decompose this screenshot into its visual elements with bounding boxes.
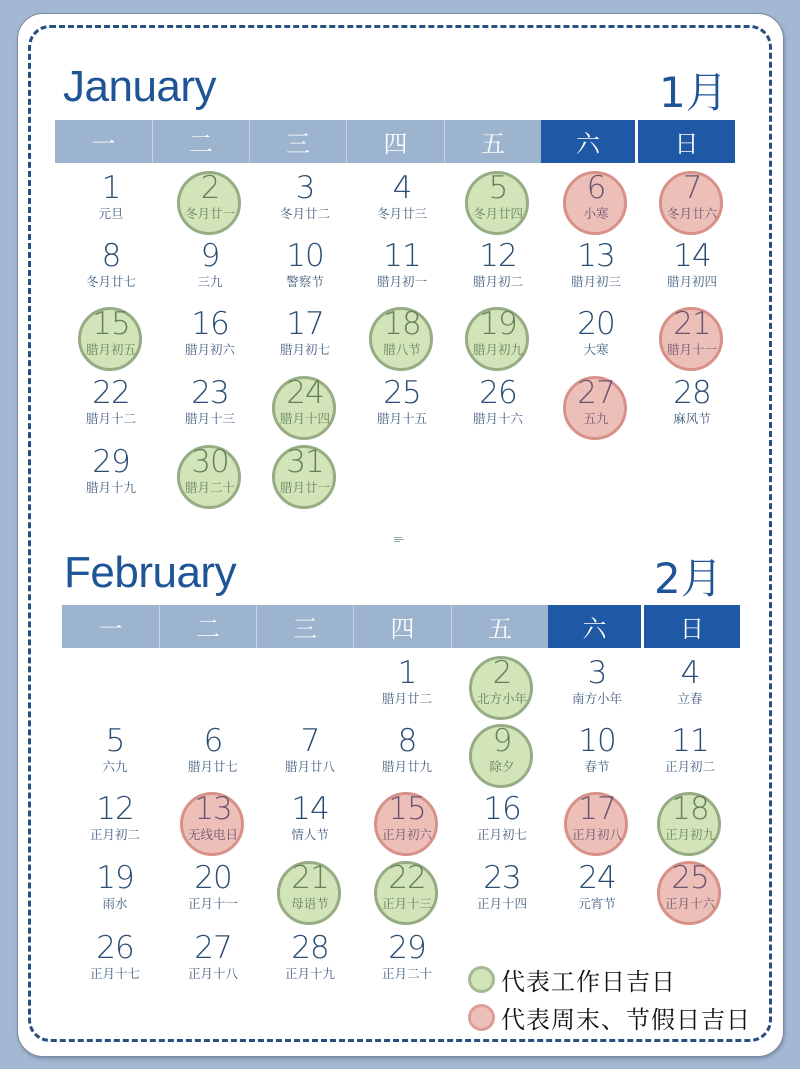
day-number: 6 [203, 723, 223, 759]
day-cell[interactable] [75, 375, 147, 443]
day-number: 24 [286, 375, 324, 411]
day-number: 10 [286, 238, 324, 274]
day-number: 21 [291, 860, 329, 896]
lunar-date: 腊月初四 [666, 274, 717, 289]
day-number: 28 [291, 930, 329, 966]
day-cell[interactable] [75, 444, 147, 512]
day-number: 25 [671, 860, 709, 896]
weekday-tue: 二 [153, 120, 250, 163]
weekday-sat: 六 [541, 120, 635, 163]
day-cell[interactable] [371, 791, 443, 859]
weekday-mon: 一 [55, 120, 153, 163]
weekday-fri: 五 [452, 605, 548, 648]
lunar-date: 正月十三 [381, 896, 432, 911]
day-cell[interactable] [654, 655, 726, 723]
day-number: 20 [194, 860, 232, 896]
lunar-date: 小寒 [583, 206, 609, 221]
lunar-date: 正月初九 [664, 827, 715, 842]
day-cell[interactable] [274, 791, 346, 859]
day-cell[interactable] [75, 306, 147, 374]
weekday-mon: 一 [62, 605, 160, 648]
lunar-date: 南方小年 [571, 691, 622, 706]
day-cell[interactable] [366, 238, 438, 306]
lunar-date: 冬月廿一 [184, 206, 235, 221]
january-weekday-header [55, 120, 735, 163]
lunar-date: 腊月初九 [472, 342, 523, 357]
weekday-sun: 日 [644, 605, 740, 648]
day-cell[interactable] [269, 170, 341, 238]
day-cell[interactable] [656, 306, 728, 374]
day-number: 16 [191, 306, 229, 342]
weekday-thu: 四 [354, 605, 452, 648]
day-cell[interactable] [561, 723, 633, 791]
lunar-date: 腊月初三 [570, 274, 621, 289]
day-cell[interactable] [177, 723, 249, 791]
day-number: 17 [578, 791, 616, 827]
day-number: 13 [194, 791, 232, 827]
day-number: 18 [671, 791, 709, 827]
weekday-sat: 六 [548, 605, 641, 648]
day-cell[interactable] [269, 375, 341, 443]
day-cell[interactable] [656, 238, 728, 306]
lunar-date: 腊月十一 [666, 342, 717, 357]
lunar-date: 正月十八 [187, 966, 238, 981]
lunar-date: 六九 [102, 759, 128, 774]
lunar-date: 五九 [583, 411, 609, 426]
day-cell[interactable] [79, 930, 151, 998]
day-number: 27 [194, 930, 232, 966]
lunar-date: 元宵节 [578, 896, 616, 911]
lunar-date: 正月初二 [664, 759, 715, 774]
day-cell[interactable] [371, 655, 443, 723]
day-number: 21 [673, 306, 711, 342]
day-cell[interactable] [462, 306, 534, 374]
day-cell[interactable] [466, 860, 538, 928]
day-cell[interactable] [466, 791, 538, 859]
lunar-date: 元旦 [98, 206, 124, 221]
lunar-date: 腊八节 [383, 342, 421, 357]
day-cell[interactable] [560, 238, 632, 306]
day-cell[interactable] [561, 791, 633, 859]
day-number: 4 [680, 655, 700, 691]
day-number: 1 [101, 170, 121, 206]
legend-workday-label: 代表工作日吉日 [501, 967, 676, 996]
weekday-sun: 日 [638, 120, 735, 163]
day-number: 23 [483, 860, 521, 896]
day-cell[interactable] [462, 170, 534, 238]
lunar-date: 立春 [677, 691, 703, 706]
lunar-date: 腊月廿八 [284, 759, 335, 774]
day-cell[interactable] [269, 238, 341, 306]
day-number: 12 [96, 791, 134, 827]
day-number: 2 [200, 170, 220, 206]
day-number: 15 [388, 791, 426, 827]
day-number: 2 [492, 655, 512, 691]
day-cell[interactable] [269, 444, 341, 512]
weekday-thu: 四 [347, 120, 445, 163]
day-number: 3 [587, 655, 607, 691]
lunar-date: 警察节 [286, 274, 324, 289]
lunar-date: 冬月廿二 [279, 206, 330, 221]
day-cell[interactable] [174, 375, 246, 443]
day-number: 29 [92, 444, 130, 480]
day-number: 6 [586, 170, 606, 206]
lunar-date: 腊月初一 [376, 274, 427, 289]
day-number: 14 [673, 238, 711, 274]
day-cell[interactable] [174, 170, 246, 238]
day-number: 22 [388, 860, 426, 896]
day-number: 30 [191, 444, 229, 480]
lunar-date: 腊月初六 [184, 342, 235, 357]
day-cell[interactable] [174, 238, 246, 306]
day-number: 11 [671, 723, 709, 759]
lunar-date: 除夕 [489, 759, 515, 774]
day-number: 22 [92, 375, 130, 411]
lunar-date: 正月初八 [571, 827, 622, 842]
january-title-cn: 1月 [659, 68, 728, 117]
lunar-date: 大寒 [583, 342, 609, 357]
lunar-date: 正月十九 [284, 966, 335, 981]
day-cell[interactable] [366, 306, 438, 374]
lunar-date: 母语节 [291, 896, 329, 911]
lunar-date: 腊月二十 [184, 480, 235, 495]
lunar-date: 腊月廿二 [381, 691, 432, 706]
day-cell[interactable] [561, 655, 633, 723]
lunar-date: 正月十七 [89, 966, 140, 981]
day-number: 24 [578, 860, 616, 896]
day-number: 9 [492, 723, 512, 759]
day-cell[interactable] [274, 860, 346, 928]
day-number: 5 [105, 723, 125, 759]
day-cell[interactable] [462, 238, 534, 306]
day-cell[interactable] [560, 306, 632, 374]
lunar-date: 冬月廿六 [666, 206, 717, 221]
day-cell[interactable] [269, 306, 341, 374]
lunar-date: 冬月廿七 [85, 274, 136, 289]
day-number: 19 [96, 860, 134, 896]
weekday-fri: 五 [445, 120, 541, 163]
day-number: 15 [92, 306, 130, 342]
lunar-date: 腊月十三 [184, 411, 235, 426]
february-weekday-header [62, 605, 740, 648]
day-cell[interactable] [656, 170, 728, 238]
lunar-date: 腊月初五 [85, 342, 136, 357]
day-cell[interactable] [75, 238, 147, 306]
lunar-date: 正月十六 [664, 896, 715, 911]
day-cell[interactable] [371, 723, 443, 791]
day-cell[interactable] [462, 375, 534, 443]
day-number: 4 [392, 170, 412, 206]
legend-weekend-label: 代表周末、节假日吉日 [501, 1005, 751, 1034]
lunar-date: 腊月廿一 [279, 480, 330, 495]
lunar-date: 无线电日 [187, 827, 238, 842]
day-number: 8 [101, 238, 121, 274]
day-number: 11 [383, 238, 421, 274]
weekday-wed: 三 [257, 605, 354, 648]
day-number: 13 [577, 238, 615, 274]
day-number: 12 [479, 238, 517, 274]
lunar-date: 正月十四 [476, 896, 527, 911]
day-number: 27 [577, 375, 615, 411]
legend-item-workday [468, 960, 751, 998]
day-cell[interactable] [75, 170, 147, 238]
day-number: 5 [488, 170, 508, 206]
day-cell[interactable] [654, 860, 726, 928]
day-cell[interactable] [177, 791, 249, 859]
lunar-date: 正月初七 [476, 827, 527, 842]
day-number: 26 [96, 930, 134, 966]
day-number: 17 [286, 306, 324, 342]
lunar-date: 北方小年 [476, 691, 527, 706]
day-number: 25 [383, 375, 421, 411]
day-number: 7 [682, 170, 702, 206]
lunar-date: 冬月廿三 [376, 206, 427, 221]
day-cell[interactable] [560, 375, 632, 443]
weekday-tue: 二 [160, 605, 257, 648]
day-number: 28 [673, 375, 711, 411]
lunar-date: 腊月十四 [279, 411, 330, 426]
day-cell[interactable] [371, 860, 443, 928]
day-number: 1 [397, 655, 417, 691]
day-cell[interactable] [656, 375, 728, 443]
lunar-date: 正月十一 [187, 896, 238, 911]
day-cell[interactable] [654, 723, 726, 791]
day-number: 18 [383, 306, 421, 342]
green-circle-icon [468, 966, 495, 993]
lunar-date: 腊月初二 [472, 274, 523, 289]
day-cell[interactable] [174, 444, 246, 512]
day-cell[interactable] [560, 170, 632, 238]
day-number: 31 [286, 444, 324, 480]
day-cell[interactable] [79, 860, 151, 928]
lunar-date: 腊月十五 [376, 411, 427, 426]
day-cell[interactable] [177, 860, 249, 928]
day-number: 8 [397, 723, 417, 759]
day-number: 10 [578, 723, 616, 759]
legend [468, 960, 751, 1036]
day-number: 3 [295, 170, 315, 206]
day-cell[interactable] [466, 655, 538, 723]
day-number: 16 [483, 791, 521, 827]
lunar-date: 腊月十九 [85, 480, 136, 495]
lunar-date: 腊月十二 [85, 411, 136, 426]
day-number: 9 [200, 238, 220, 274]
january-title: January [63, 62, 217, 111]
day-number: 19 [479, 306, 517, 342]
lunar-date: 腊月十六 [472, 411, 523, 426]
lunar-date: 冬月廿四 [472, 206, 523, 221]
day-number: 7 [300, 723, 320, 759]
lunar-date: 雨水 [102, 896, 128, 911]
lunar-date: 正月初二 [89, 827, 140, 842]
lunar-date: 正月初六 [381, 827, 432, 842]
legend-item-weekend [468, 998, 751, 1036]
lunar-date: 正月二十 [381, 966, 432, 981]
lunar-date: 腊月初七 [279, 342, 330, 357]
day-number: 29 [388, 930, 426, 966]
day-cell[interactable] [654, 791, 726, 859]
february-title: February [64, 548, 237, 597]
day-number: 23 [191, 375, 229, 411]
image-artifact [394, 536, 404, 544]
day-cell[interactable] [274, 930, 346, 998]
day-number: 14 [291, 791, 329, 827]
lunar-date: 腊月廿九 [381, 759, 432, 774]
day-number: 20 [577, 306, 615, 342]
lunar-date: 三九 [197, 274, 223, 289]
lunar-date: 情人节 [291, 827, 329, 842]
day-cell[interactable] [366, 170, 438, 238]
day-cell[interactable] [466, 723, 538, 791]
day-cell[interactable] [79, 723, 151, 791]
lunar-date: 春节 [584, 759, 610, 774]
weekday-wed: 三 [250, 120, 347, 163]
red-circle-icon [468, 1004, 495, 1031]
lunar-date: 麻风节 [673, 411, 711, 426]
day-cell[interactable] [561, 860, 633, 928]
day-cell[interactable] [366, 375, 438, 443]
day-cell[interactable] [174, 306, 246, 374]
day-number: 26 [479, 375, 517, 411]
day-cell[interactable] [274, 723, 346, 791]
day-cell[interactable] [177, 930, 249, 998]
lunar-date: 腊月廿七 [187, 759, 238, 774]
february-title-cn: 2月 [654, 554, 723, 603]
day-cell[interactable] [79, 791, 151, 859]
day-cell[interactable] [371, 930, 443, 998]
